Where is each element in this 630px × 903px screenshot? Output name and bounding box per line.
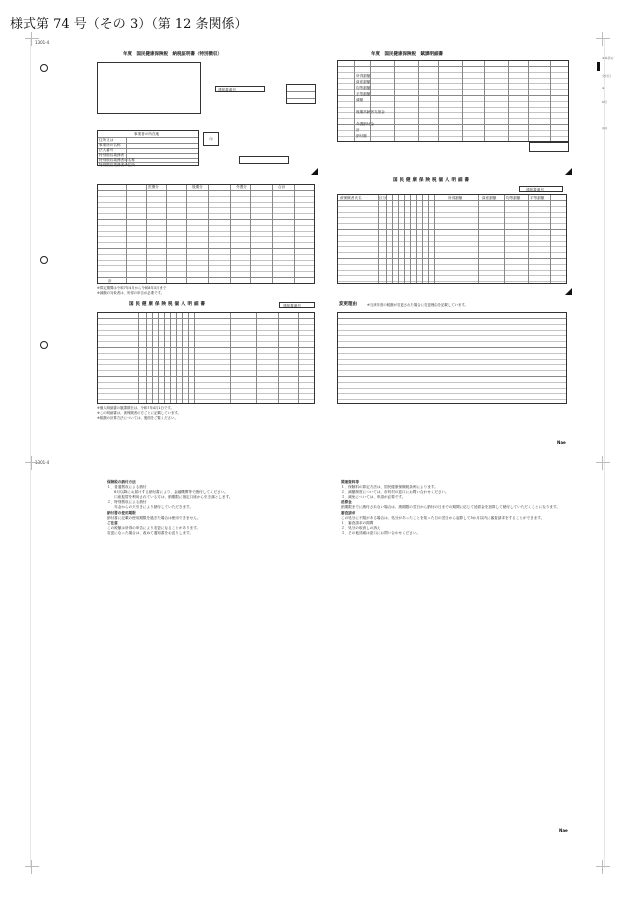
crop-mark-icon [25, 32, 39, 46]
notice-no-badge: 通知書番号 [519, 186, 563, 192]
form-code: 1301-4 [35, 40, 50, 45]
assessment-table: 所得割額 資産割額 均等割額 平等割額 減額 後期高齢者支援金 介護納付金 計 納付額 [337, 60, 569, 142]
panel-title: 年度 国民健康保険税 賦課明細書 [371, 52, 443, 57]
change-reason-table [337, 312, 567, 404]
change-reason-panel: 変更理由 ※当該年度の税額が変更された場合に変更理由を記載しています。 Nae [339, 302, 566, 445]
individual-detail-panel-bottom: 国民健康保険税個人明細書 通知書番号 ※個人明細書の賦課期日は、令和7年4月1日です。 ※この明細書は、被保険者の方ごとに記載しています。 ※税額の計算方法については、裏面をご覧ください。 [91, 296, 321, 446]
stamp-grid [286, 84, 316, 104]
side-label: ※ [602, 86, 605, 90]
crop-mark-icon [596, 860, 610, 874]
punch-hole-icon [40, 341, 48, 349]
side-label: ※本状の [602, 56, 614, 60]
form-code-back: 1301-4 [35, 460, 50, 465]
crop-mark-icon [25, 860, 39, 874]
corner-triangle-icon [565, 288, 572, 295]
registration-bar [597, 62, 600, 71]
panel-title: 変更理由 [339, 302, 357, 307]
assessment-detail-panel [333, 46, 573, 176]
panel-title: 国民健康保険税個人明細書 [129, 302, 207, 307]
notice-no-badge: 通知書番号 [279, 302, 315, 308]
total-box [529, 142, 569, 152]
crop-mark-icon [596, 456, 610, 470]
tax-amount-panel: 医療分 後期分 介護分 合計 計 ※算定期間は令和7年4月から令和8年3月まで ※減額の対象者は、所得の申告が必要です。 [91, 178, 321, 328]
individual-table: 被保険者氏名 区分 所得割額 資産割額 均等割額 平等割額 [337, 194, 567, 284]
panel-title: 国民健康保険税個人明細書 [393, 178, 471, 183]
taxpayer-info-table: 事業者の所在地 住所又は 事業所の名称 法人番号 特別徴収義務者 特別徴収義務者の名称 特別徴収義務者の住所 [97, 130, 199, 166]
side-label: 交付日 [602, 74, 612, 78]
company-logo-back: Nae [559, 828, 568, 833]
back-left-text: 保険税の納付方法 １．普通徴収による納付 6月以降にお届けする納付書により、金融機関等で納付してください。 口座振替を利用されている方は、納期限に指定口座から引き落とします。 ２．特別徴収による納付 年金からの天引きにより納付していただきます。 納付書の使用期限 納付書に記載の使用期限を過ぎた場合は使用できません。 ご注意 この税額は所得の申告により変更になることがあります。 変更になった場合は、改めて通知書をお送りします。 [107, 480, 233, 535]
payment-certificate-panel [91, 46, 321, 176]
date-field [239, 156, 289, 164]
crop-mark-icon [596, 32, 610, 46]
side-label: 6月 [602, 100, 607, 104]
corner-triangle-icon [311, 168, 318, 175]
tax-amount-table: 医療分 後期分 介護分 合計 計 [97, 184, 315, 284]
individual-table-bottom [97, 312, 315, 404]
crop-mark-icon [25, 456, 39, 470]
corner-triangle-icon [565, 168, 572, 175]
side-label: ◎◎ [602, 126, 608, 130]
address-window [97, 62, 201, 114]
back-right-text: 関連資料等 １．保険料の算定方法は、国民健康保険税条例によります。 ２．減額制度については、市町村の窓口にお問い合わせください。 ３．減免については、申請が必要です。 延滞金 納期限までに納付されない場合は、納期限の翌日から納付の日までの期間に応じて延滞金を加算して納付していただくことになります。 審査請求 この処分に不服がある場合は、処分があったことを知った日の翌日から起算して3か月以内に審査請求をすることができます。 １．審査請求の期間 ２．処分の取消しの訴え ３．その他詳細は窓口にお問い合わせください。 [341, 480, 560, 535]
punch-hole-icon [40, 64, 48, 72]
page-title: 様式第 74 号（その 3）（第 12 条関係） [10, 17, 248, 32]
punch-hole-icon [40, 256, 48, 264]
company-logo: Nae [557, 440, 566, 445]
panel-title: 年度 国民健康保険税 納税証明書（特別徴収） [123, 52, 222, 57]
notice-no-field: 通知書番号 [215, 86, 265, 92]
seal-stamp: 印 [203, 132, 219, 146]
